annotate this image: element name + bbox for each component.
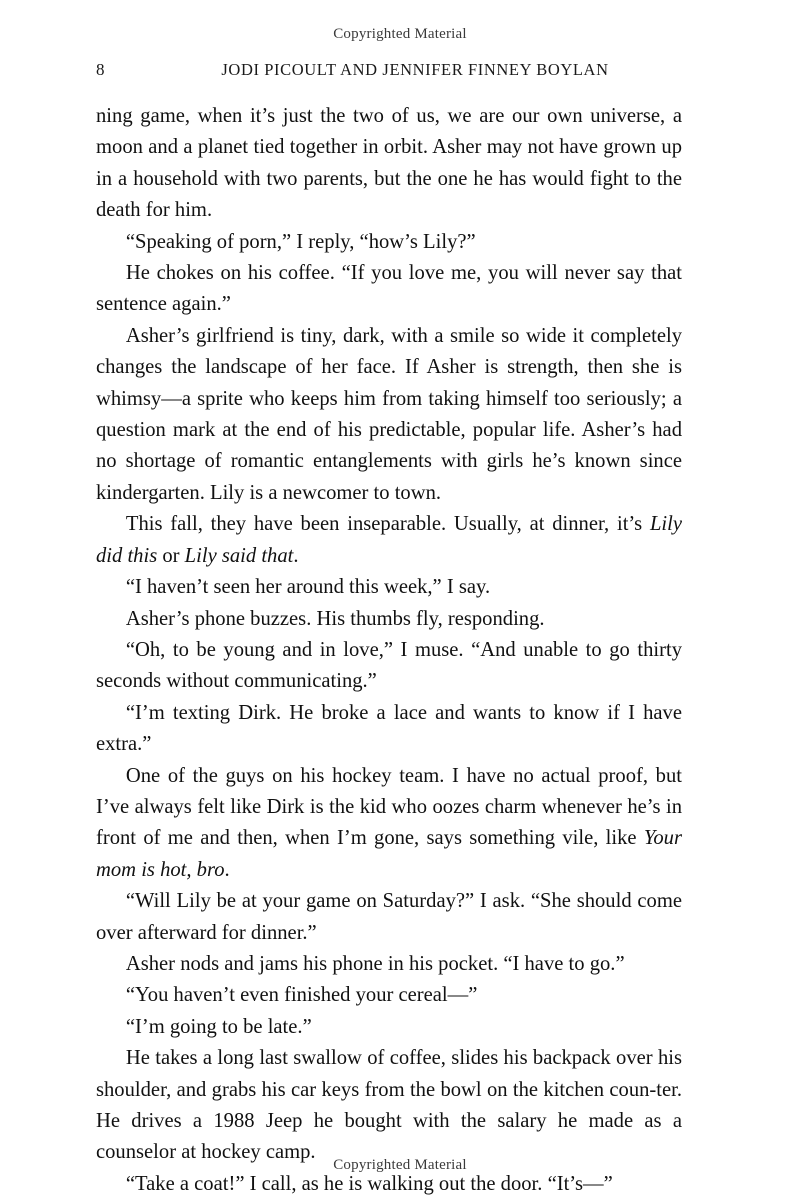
page-number: 8 xyxy=(96,60,105,79)
paragraph: One of the guys on his hockey team. I have no actual proof, but I’ve always felt like Dirk is the kid who oozes charm whenever he’s in front of me and then, when I’m gone, says something vile, like Your mom is hot, bro. xyxy=(96,764,682,881)
paragraph: “Will Lily be at your game on Saturday?” I ask. “She should come over afterward for dinner.” xyxy=(96,890,682,944)
running-title: JODI PICOULT AND JENNIFER FINNEY BOYLAN xyxy=(221,60,609,79)
paragraph: He takes a long last swallow of coffee, slides his backpack over his shoulder, and grabs his car keys from the bowl on the kitchen coun-ter. He drives a 1988 Jeep he bought with the salary he made as a counselor at hockey camp. xyxy=(96,1047,682,1164)
paragraph: “I’m texting Dirk. He broke a lace and wants to know if I have extra.” xyxy=(96,701,682,756)
paragraph: “You haven’t even finished your cereal—” xyxy=(125,984,478,1007)
copyright-watermark-bottom: Copyrighted Material xyxy=(333,1157,467,1173)
paragraph: He chokes on his coffee. “If you love me, you will never say that sentence again.” xyxy=(96,262,682,316)
paragraph: Asher’s phone buzzes. His thumbs fly, responding. xyxy=(125,607,545,630)
paragraph: “Oh, to be young and in love,” I muse. “And unable to go thirty seconds without communicating.” xyxy=(96,638,682,693)
paragraph: ning game, when it’s just the two of us, we are our own universe, a moon and a planet tied together in orbit. Asher may not have grown up in a household with two parents, but the one he has would fight to the death for him. xyxy=(96,105,682,222)
paragraph: “Take a coat!” I call, as he is walking out the door. “It’s—” xyxy=(125,1172,613,1195)
paragraph: Asher nods and jams his phone in his pocket. “I have to go.” xyxy=(125,952,625,975)
body-text xyxy=(96,101,682,1200)
paragraph: Asher’s girlfriend is tiny, dark, with a smile so wide it completely changes the landscape of her face. If Asher is strength, then she is whimsy—a sprite who keeps him from taking himself too seriously; a question mark at the end of his predictable, popular life. Asher’s had no shortage of romantic entanglements with girls he’s known since kindergarten. Lily is a newcomer to town. xyxy=(96,324,682,504)
paragraph: “I haven’t seen her around this week,” I say. xyxy=(125,576,491,599)
paragraph: “Speaking of porn,” I reply, “how’s Lily?” xyxy=(125,230,476,253)
copyright-watermark-top: Copyrighted Material xyxy=(333,26,467,42)
paragraph: “I’m going to be late.” xyxy=(125,1015,312,1038)
running-head xyxy=(96,60,704,82)
paragraph: This fall, they have been inseparable. Usually, at dinner, it’s Lily did this or Lily said that. xyxy=(96,513,682,567)
